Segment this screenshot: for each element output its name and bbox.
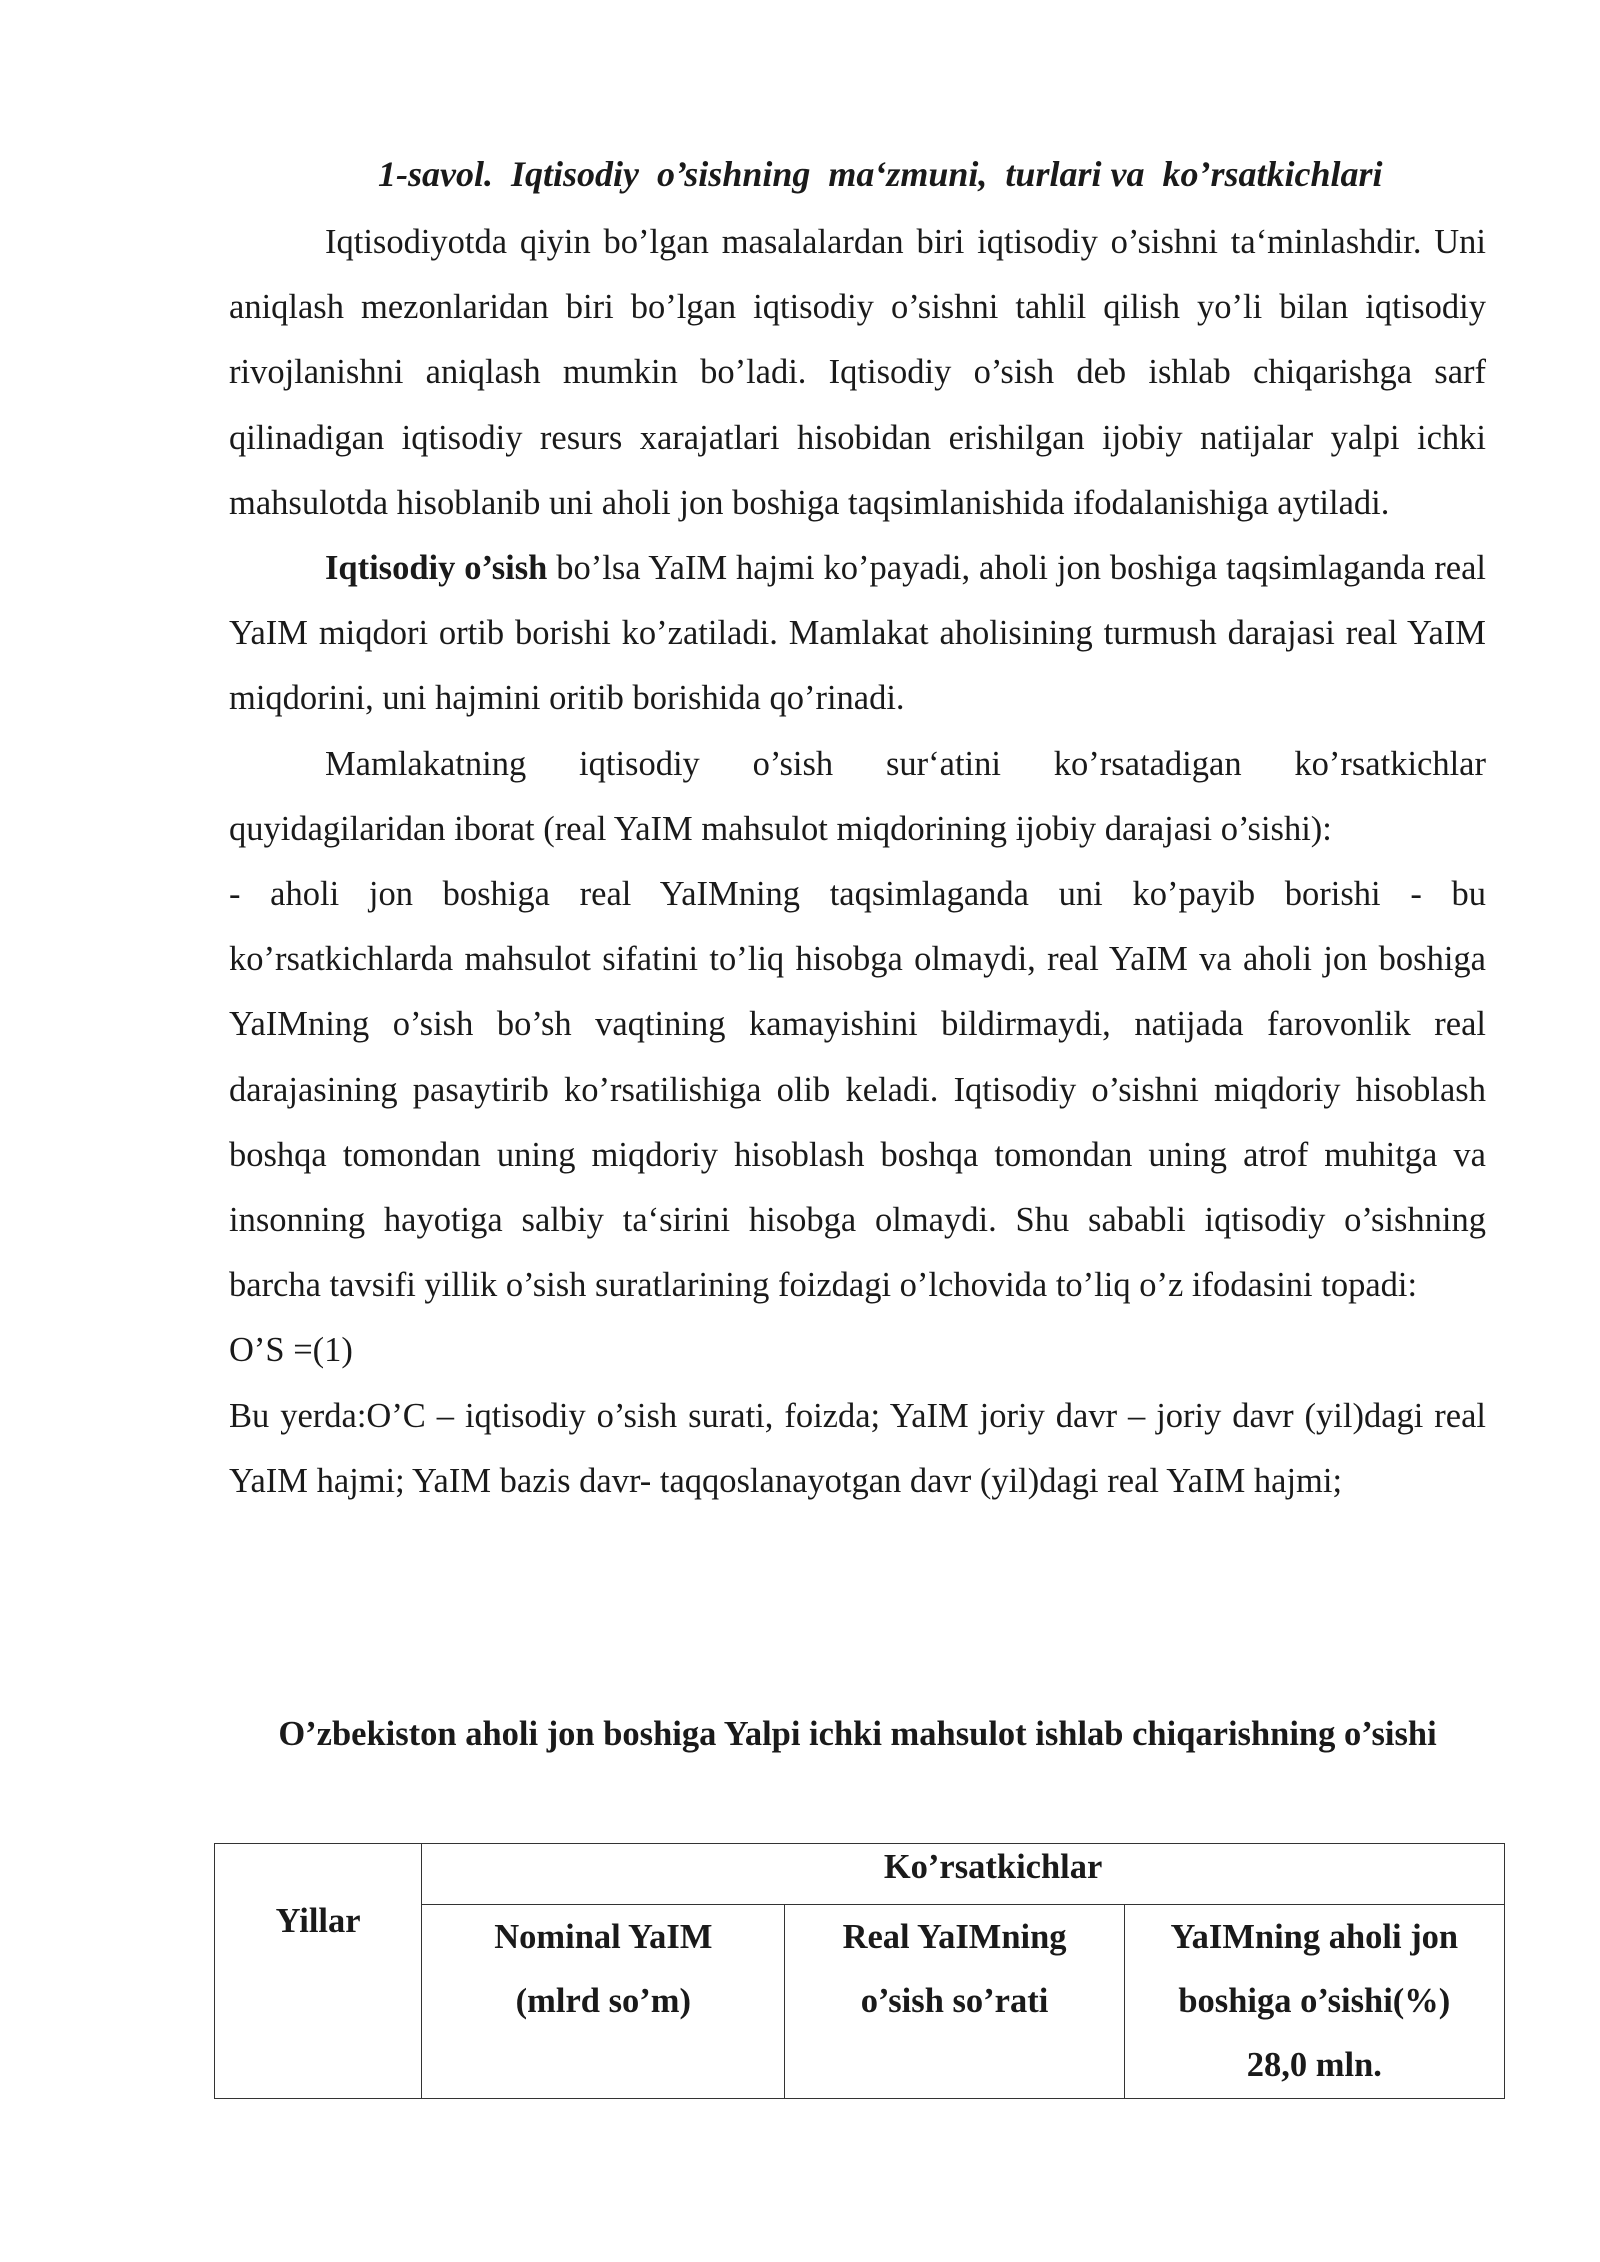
years-header: Yillar: [275, 1902, 361, 1940]
term-economic-growth: Iqtisodiy o’sish: [325, 549, 548, 588]
table-header-row: [215, 1844, 1505, 1905]
paragraph-intro: Iqtisodiyotda qiyin bo’lgan masalalardan biri iqtisodiy o’sishni ta‘minlashdir. Uni aniqlash mezonlaridan biri bo’lgan iqtisodiy o’sishni tahlil qilish yo’li bilan iqtisodiy rivojlanishni aniqlash mumkin bo’ladi. Iqtisodiy o’sish deb ishlab chiqarishga sarf qilinadigan iqtisodiy resurs xarajatlari hisobidan erishilgan ijobiy natijalar yalpi ichki mahsulotda hisoblanib uni aholi jon boshiga taqsimlanishida ifodalanishiga aytiladi.: [229, 223, 1486, 522]
paragraph-formula-explanation: Bu yerda:O’C – iqtisodiy o’sish surati, foizda; YaIM joriy davr – joriy davr (yil)dagi real YaIM hajmi; YaIM bazis davr- taqqoslanayotgan davr (yil)dagi real YaIM hajmi;: [229, 1396, 1486, 1500]
paragraph-growth-definition-text: bo’lsa YaIM hajmi ko’payadi, aholi jon boshiga taqsimlaganda real YaIM miqdori ortib borishi ko’zatiladi. Mamlakat aholisining turmush darajasi real YaIM miqdorini, uni hajmini oritib borishida qo’rinadi.: [229, 549, 1486, 718]
real-gdp-growth-header-cell: [785, 1905, 1124, 2099]
years-header-cell: [215, 1844, 422, 2099]
section-heading: 1-savol. Iqtisodiy o’sishning ma‘zmuni, turlari va ko’rsatkichlari: [378, 154, 1383, 194]
paragraph-growth-definition: [229, 536, 1486, 732]
nominal-gdp-label: Nominal YaIM: [494, 1918, 713, 1956]
population-note: 28,0 mln.: [1246, 2046, 1382, 2084]
table-title: O’zbekiston aholi jon boshiga Yalpi ichki mahsulot ishlab chiqarishning o’sishi: [278, 1715, 1437, 1753]
indicators-header-cell: [422, 1844, 1505, 1905]
per-capita-growth-label-2: boshiga o’sishi(%): [1178, 1982, 1451, 2020]
gdp-table: [214, 1843, 1505, 2099]
formula-line: O’S =(1): [229, 1331, 353, 1370]
per-capita-growth-label: YaIMning aholi jon: [1170, 1918, 1459, 1956]
real-gdp-growth-label-2: o’sish so’rati: [860, 1982, 1049, 2020]
nominal-gdp-unit: (mlrd so’m): [515, 1982, 691, 2020]
nominal-gdp-header-cell: [422, 1905, 785, 2099]
real-gdp-growth-label: Real YaIMning: [842, 1918, 1067, 1956]
paragraph-per-capita: - aholi jon boshiga real YaIMning taqsimlaganda uni ko’payib borishi - bu ko’rsatkichlarda mahsulot sifatini to’liq hisobga olmaydi, real YaIM va aholi jon boshiga YaIMning o’sish bo’sh vaqtining kamayishini bildirmaydi, natijada farovonlik real darajasining pasaytirib ko’rsatilishiga olib keladi. Iqtisodiy o’sishni miqdoriy hisoblash boshqa tomondan uning miqdoriy hisoblash boshqa tomondan uning atrof muhitga va insonning hayotiga salbiy ta‘sirini hisobga olmaydi. Shu sababli iqtisodiy o’sishning barcha tavsifi yillik o’sish suratlarining foizdagi o’lchovida to’liq o’z ifodasini topadi:: [229, 875, 1486, 1305]
paragraph-indicators: Mamlakatning iqtisodiy o’sish sur‘atini ko’rsatadigan ko’rsatkichlar quyidagilaridan iborat (real YaIM mahsulot miqdorining ijobiy darajasi o’sishi):: [229, 744, 1486, 848]
per-capita-growth-header-cell: [1124, 1905, 1504, 2099]
body-text: [229, 210, 1486, 1514]
indicators-header: Ko’rsatkichlar: [883, 1848, 1103, 1886]
